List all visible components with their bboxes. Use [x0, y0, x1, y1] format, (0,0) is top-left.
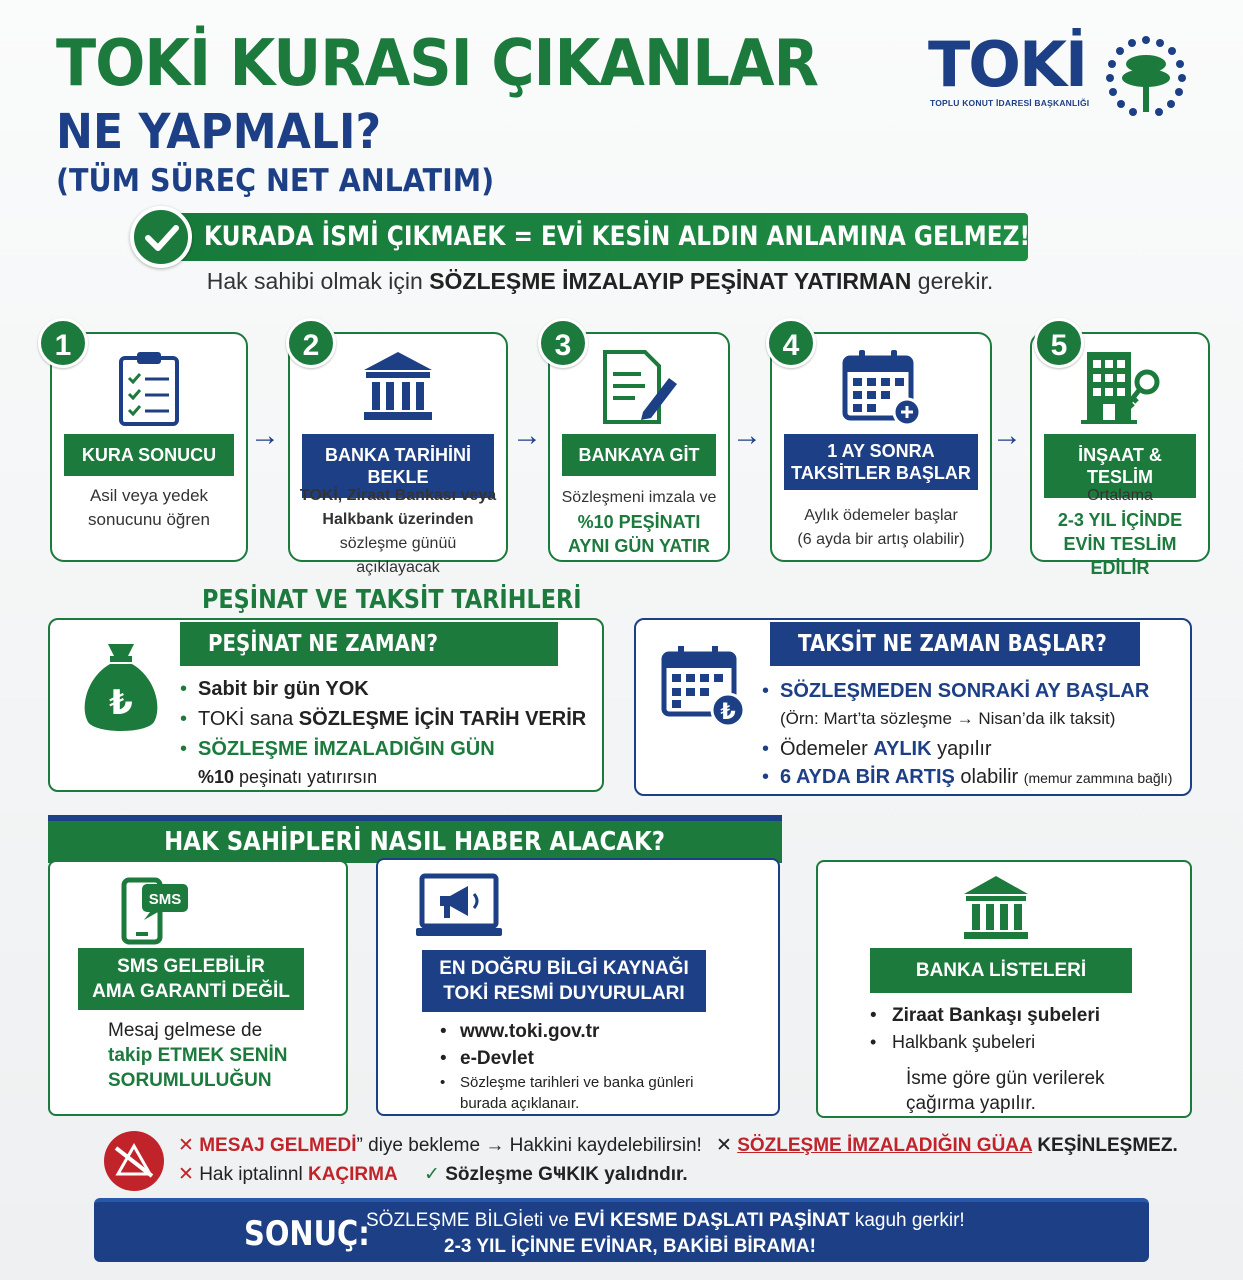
- arrow-right-icon: →: [512, 419, 542, 452]
- sms-text: Mesaj gelmese de takip ETMEK SENİN SORUMLULUĞUN: [108, 1020, 288, 1091]
- step-4-number: 4: [766, 318, 816, 368]
- money-bag-icon: [76, 638, 166, 734]
- step-3-number: 3: [538, 318, 588, 368]
- pesinat-title: PEŞİNAT NE ZAMAN?: [180, 622, 558, 666]
- tree-dots-icon: [1100, 34, 1192, 120]
- duyuru-label: EN DOĞRU BİLGİ KAYNAĞI TOKİ RESMİ DUYURULARI: [422, 950, 706, 1012]
- step-4-text: Aylık ödemeler başlar (6 ayda bir artış olabilir): [797, 507, 965, 548]
- sms-label: SMS GELEBİLİR AMA GARANTİ DEĞİL: [78, 948, 304, 1010]
- banka-list: • Ziraat Bankaşı şubeleri • Halkbank şubeleri: [870, 1005, 1101, 1052]
- haber-title: HAK SAHİPLERİ NASIL HABER ALACAK?: [48, 815, 782, 863]
- pesinat-bullet-3-line2: %10 peşinatı yatırırsın: [198, 767, 378, 787]
- document-sign-icon: [599, 348, 679, 426]
- building-key-icon: [1077, 348, 1163, 428]
- step-5-label: İNŞAAT & TESLİM: [1044, 434, 1196, 498]
- conclusion-line-1: SÖZLEŞME BİLGİeti ve EVİ KESME DAŞLATI PAŞİNAT kaguh gerkir!: [366, 1210, 965, 1231]
- step-2-label: BANKA TARİHİNİ BEKLE: [302, 434, 494, 498]
- step-1-card: [50, 332, 248, 562]
- banner-subline: Hak sahibi olmak için SÖZLEŞME İMZALAYIP PEŞİNAT YATIRMAN gerekir.: [206, 268, 994, 294]
- warning-stamp-icon: [98, 1128, 170, 1194]
- banka-card: [816, 860, 1192, 1118]
- step-5-text: Ortalama 2-3 YIL İÇİNDE EVİN TESLİM EDİLİR: [1057, 487, 1183, 578]
- step-2-card: [288, 332, 508, 576]
- taksit-bullet-2: • Ödemeler AYLIK yapılır: [762, 738, 992, 760]
- warning-1: ✕ MESAJ GELMEDİ” diye bekleme → Hakkini kaydelebilirsin!: [178, 1135, 702, 1156]
- section-title: PEŞİNAT VE TAKSİT TARİHLERİ: [202, 585, 582, 615]
- calendar-icon: [839, 348, 923, 428]
- arrow-right-icon: →: [732, 419, 762, 452]
- step-3-text: Sözleşmeni imzala ve %10 PEŞİNATI AYNI GÜN YATIR: [561, 489, 717, 556]
- step-1-label: KURA SONUCU: [64, 434, 234, 476]
- step-1-number: 1: [38, 318, 88, 368]
- step-3-card: [548, 332, 730, 562]
- page-subtitle: NE YAPMALI?: [56, 104, 382, 160]
- banka-label: BANKA LİSTELERİ: [870, 948, 1132, 993]
- pesinat-bullet-1: • Sabit bir gün YOK: [180, 678, 369, 700]
- clipboard-icon: [117, 348, 181, 428]
- step-4-label: 1 AY SONRA TAKSİTLER BAŞLAR: [784, 434, 978, 490]
- duyuru-list: • www.toki.gov.tr • e-Devlet • Sözleşme tarihleri ve banka günleri burada açıklanaır.: [440, 1018, 693, 1114]
- taksit-bullet-3: • 6 AYDA BİR ARTIŞ olabilir (memur zammına bağlı): [762, 766, 1173, 788]
- warning-4: ✕ SÖZLEŞME İMZALADIĞIN GÜAA KEŞİNLEŞMEZ.: [716, 1135, 1178, 1156]
- laptop-megaphone-icon: [414, 872, 504, 944]
- sms-card: [48, 860, 348, 1116]
- conclusion-bar: [94, 1198, 1149, 1262]
- warning-3: ✓ Sözleşme GҸKIK yalıdndır.: [424, 1164, 688, 1185]
- step-3-label: BANKAYA GİT: [562, 434, 716, 476]
- phone-sms-icon: [120, 874, 192, 946]
- checkmark-icon: [130, 206, 192, 268]
- warning-2: ✕ Hak iptalinnl KAÇIRMA: [178, 1164, 398, 1185]
- duyuru-link-toki[interactable]: • www.toki.gov.tr: [440, 1021, 600, 1042]
- logo-word: TOKİ: [928, 28, 1087, 101]
- conclusion-head: SONUÇ:: [244, 1214, 370, 1254]
- toki-logo: [928, 28, 1198, 124]
- svg-text:₺: ₺: [720, 700, 736, 725]
- arrow-right-icon: →: [250, 419, 280, 452]
- svg-text:SMS: SMS: [148, 891, 182, 908]
- duyuru-link-edevlet[interactable]: • e-Devlet: [440, 1048, 534, 1069]
- step-5-number: 5: [1034, 318, 1084, 368]
- step-1-text: Asil veya yedek sonucunu öğren: [88, 486, 210, 529]
- banka-text: İsme göre gün verilerek çağırma yapılır.: [906, 1068, 1105, 1114]
- bank-icon: [960, 874, 1032, 942]
- conclusion-line-2: 2-3 YIL İÇİNNE EVİNAR, BAKİBİ BİRAMA!: [444, 1236, 816, 1257]
- page-tagline: (TÜM SÜREÇ NET ANLATIM): [56, 163, 495, 199]
- svg-text:₺: ₺: [109, 683, 133, 723]
- page-title: TOKİ KURASI ÇIKANLAR: [56, 27, 818, 101]
- pesinat-bullet-3: • SÖZLEŞME İMZALADIĞIN GÜN: [180, 738, 495, 760]
- step-4-card: [770, 332, 992, 562]
- taksit-title: TAKSİT NE ZAMAN BAŞLAR?: [770, 622, 1140, 666]
- taksit-bullet-1: • SÖZLEŞMEDEN SONRAKİ AY BAŞLAR: [762, 680, 1150, 702]
- arrow-right-icon: →: [992, 419, 1022, 452]
- step-2-number: 2: [286, 318, 336, 368]
- step-2-text: TOKİ, Ziraat Bankası veya Halkbank üzerinden sözleşme günüü açıklayacak: [299, 487, 497, 576]
- pesinat-bullet-2: • TOKİ sana SÖZLEŞME İÇİN TARİH VERİR: [180, 708, 587, 730]
- calendar-lira-icon: [660, 644, 752, 730]
- taksit-bullet-1-note: (Örn: Mart’ta sözleşme → Nisan’da ilk taksit): [780, 709, 1116, 728]
- logo-subtitle: TOPLU KONUT İDARESİ BAŞKANLIĞI: [930, 98, 1090, 108]
- warning-banner: KURADA İSMİ ÇIKMAEK = EVİ KESİN ALDIN ANLAMINA GELMEZ!: [150, 213, 1028, 261]
- bank-icon: [360, 348, 436, 424]
- duyuru-card: [376, 858, 780, 1116]
